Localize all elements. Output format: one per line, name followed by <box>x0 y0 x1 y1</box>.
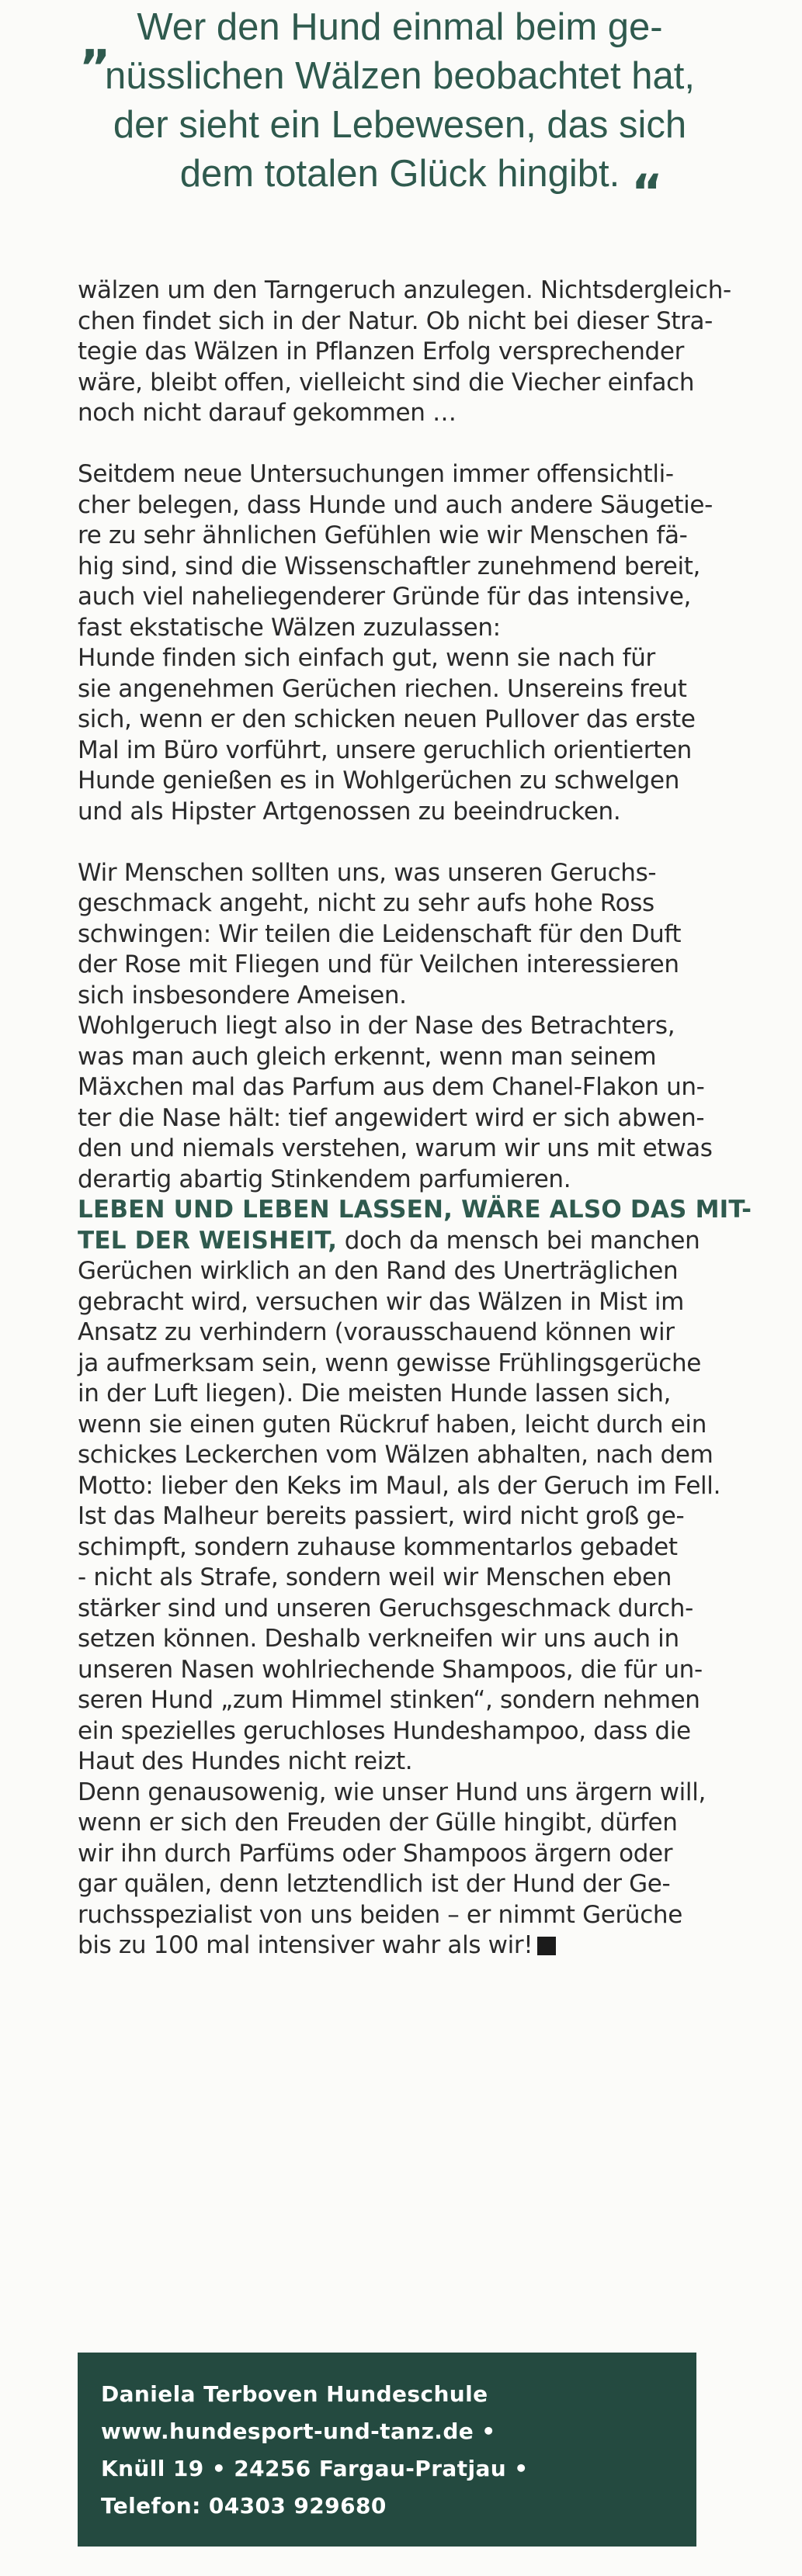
text-line: Wir Menschen sollten uns, was unseren Geruchs- <box>78 858 657 887</box>
pull-quote-line: nüsslichen Wälzen beobachtet hat, <box>105 55 695 97</box>
text-line: Ansatz zu verhindern (vorausschauend können wir <box>78 1318 675 1346</box>
text-line: Gerüchen wirklich an den Rand des Unerträglichen <box>78 1257 679 1285</box>
section-lead-text: TEL DER WEISHEIT, <box>78 1226 338 1255</box>
phone-number: Telefon: 04303 929680 <box>101 2493 387 2519</box>
pull-quote <box>74 3 726 220</box>
text-line: Wohlgeruch liegt also in der Nase des Betrachters, <box>78 1012 675 1040</box>
text-line: was man auch gleich erkennt, wenn man seinem <box>78 1042 657 1071</box>
school-name: Daniela Terboven Hundeschule <box>101 2381 488 2407</box>
opening-quote-mark: „ <box>80 13 112 70</box>
article-body <box>78 275 761 1961</box>
text-line: chen findet sich in der Natur. Ob nicht bei dieser Stra- <box>78 306 713 335</box>
text-line: auch viel naheliegenderer Gründe für das intensive, <box>78 583 692 611</box>
text-fragment: doch da mensch bei manchen <box>337 1226 700 1255</box>
text-line: den und niemals verstehen, warum wir uns mit etwas <box>78 1134 713 1162</box>
website-link[interactable]: www.hundesport-und-tanz.de • <box>101 2418 496 2444</box>
text-line: wenn er sich den Freuden der Gülle hingibt, dürfen <box>78 1809 678 1837</box>
text-line: Motto: lieber den Keks im Maul, als der Geruch im Fell. <box>78 1471 721 1500</box>
text-line: in der Luft liegen). Die meisten Hunde lassen sich, <box>78 1380 672 1407</box>
text-line: Hunde finden sich einfach gut, wenn sie nach für <box>78 644 655 672</box>
text-line: gebracht wird, versuchen wir das Wälzen in Mist im <box>78 1287 684 1316</box>
text-line: derartig abartig Stinkendem parfumieren. <box>78 1165 571 1193</box>
text-line: Seitdem neue Untersuchungen immer offensichtli- <box>78 460 674 488</box>
pull-quote-line: der sieht ein Lebewesen, das sich <box>113 104 687 146</box>
text-line: und als Hipster Artgenossen zu beeindrucken. <box>78 797 621 826</box>
address: Knüll 19 • 24256 Fargau-Pratjau • <box>101 2456 529 2481</box>
paragraph-gap <box>78 827 761 858</box>
text-line: schickes Leckerchen vom Wälzen abhalten, nach dem <box>78 1441 713 1469</box>
text-line: schimpft, sondern zuhause kommentarlos gebadet <box>78 1532 678 1561</box>
contact-box <box>78 2353 696 2547</box>
closing-quote-mark: “ <box>631 164 663 220</box>
text-line: der Rose mit Fliegen und für Veilchen interessieren <box>78 950 679 978</box>
text-line: seren Hund „zum Himmel stinken“, sondern nehmen <box>78 1686 700 1714</box>
paragraph-2 <box>78 459 761 827</box>
text-line: Hunde genießen es in Wohlgerüchen zu schwelgen <box>78 767 680 795</box>
text-line: hig sind, sind die Wissenschaftler zunehmend bereit, <box>78 552 701 580</box>
text-line: sie angenehmen Gerüchen riechen. Unsereins freut <box>78 674 687 703</box>
paragraph-4 <box>78 1195 761 1961</box>
text-line: schwingen: Wir teilen die Leidenschaft für den Duft <box>78 919 682 948</box>
text-line: ja aufmerksam sein, wenn gewisse Frühlingsgerüche <box>78 1349 701 1377</box>
text-line: Haut des Hundes nicht reizt. <box>78 1747 413 1775</box>
text-line: re zu sehr ähnlichen Gefühlen wie wir Menschen fä- <box>78 521 688 549</box>
text-line: sich insbesondere Ameisen. <box>78 981 407 1009</box>
text-line: ein spezielles geruchloses Hundeshampoo, dass die <box>78 1716 691 1745</box>
text-line <box>78 1226 761 1257</box>
text-line: unseren Nasen wohlriechende Shampoos, die für un- <box>78 1655 703 1684</box>
text-line: tegie das Wälzen in Pflanzen Erfolg versprechender <box>78 338 684 365</box>
text-line: Ist das Malheur bereits passiert, wird nicht groß ge- <box>78 1502 685 1530</box>
pull-quote-line: Wer den Hund einmal beim ge- <box>137 6 663 48</box>
text-line: sich, wenn er den schicken neuen Pullover das erste <box>78 705 696 733</box>
text-line: stärker sind und unseren Geruchsgeschmack durch- <box>78 1594 693 1622</box>
section-lead-text: LEBEN UND LEBEN LASSEN, WÄRE ALSO DAS MIT- <box>78 1196 752 1224</box>
text-line-last <box>78 1930 761 1961</box>
text-fragment: bis zu 100 mal intensiver wahr als wir! <box>78 1931 533 1959</box>
text-line: wir ihn durch Parfüms oder Shampoos ärgern oder <box>78 1839 673 1868</box>
text-line: wäre, bleibt offen, vielleicht sind die Viecher einfach <box>78 368 695 396</box>
text-line: Denn genausowenig, wie unser Hund uns ärgern will, <box>78 1778 706 1806</box>
text-line: geschmack angeht, nicht zu sehr aufs hohe Ross <box>78 889 654 917</box>
text-line: Mal im Büro vorführt, unsere geruchlich orientierten <box>78 736 692 764</box>
paragraph-1 <box>78 275 761 429</box>
text-line: ter die Nase hält: tief angewidert wird er sich abwen- <box>78 1103 705 1132</box>
text-line: noch nicht darauf gekommen … <box>78 399 457 427</box>
paragraph-gap <box>78 429 761 460</box>
text-line: setzen können. Deshalb verkneifen wir uns auch in <box>78 1625 679 1653</box>
text-line: wenn sie einen guten Rückruf haben, leicht durch ein <box>78 1410 707 1439</box>
text-line: wälzen um den Tarngeruch anzulegen. Nichtsdergleich- <box>78 276 731 304</box>
text-line: Mäxchen mal das Parfum aus dem Chanel-Flakon un- <box>78 1073 705 1101</box>
pull-quote-line: dem totalen Glück hingibt. <box>179 153 620 195</box>
text-line: gar quälen, denn letztendlich ist der Hund der Ge- <box>78 1870 671 1898</box>
text-line: ruchsspezialist von uns beiden – er nimmt Gerüche <box>78 1900 682 1929</box>
text-line: - nicht als Strafe, sondern weil wir Menschen eben <box>78 1563 672 1591</box>
text-line: fast ekstatische Wälzen zuzulassen: <box>78 613 501 642</box>
paragraph-3 <box>78 858 761 1196</box>
end-of-article-mark <box>537 1937 556 1955</box>
text-line: cher belegen, dass Hunde und auch andere Säugetie- <box>78 490 713 519</box>
